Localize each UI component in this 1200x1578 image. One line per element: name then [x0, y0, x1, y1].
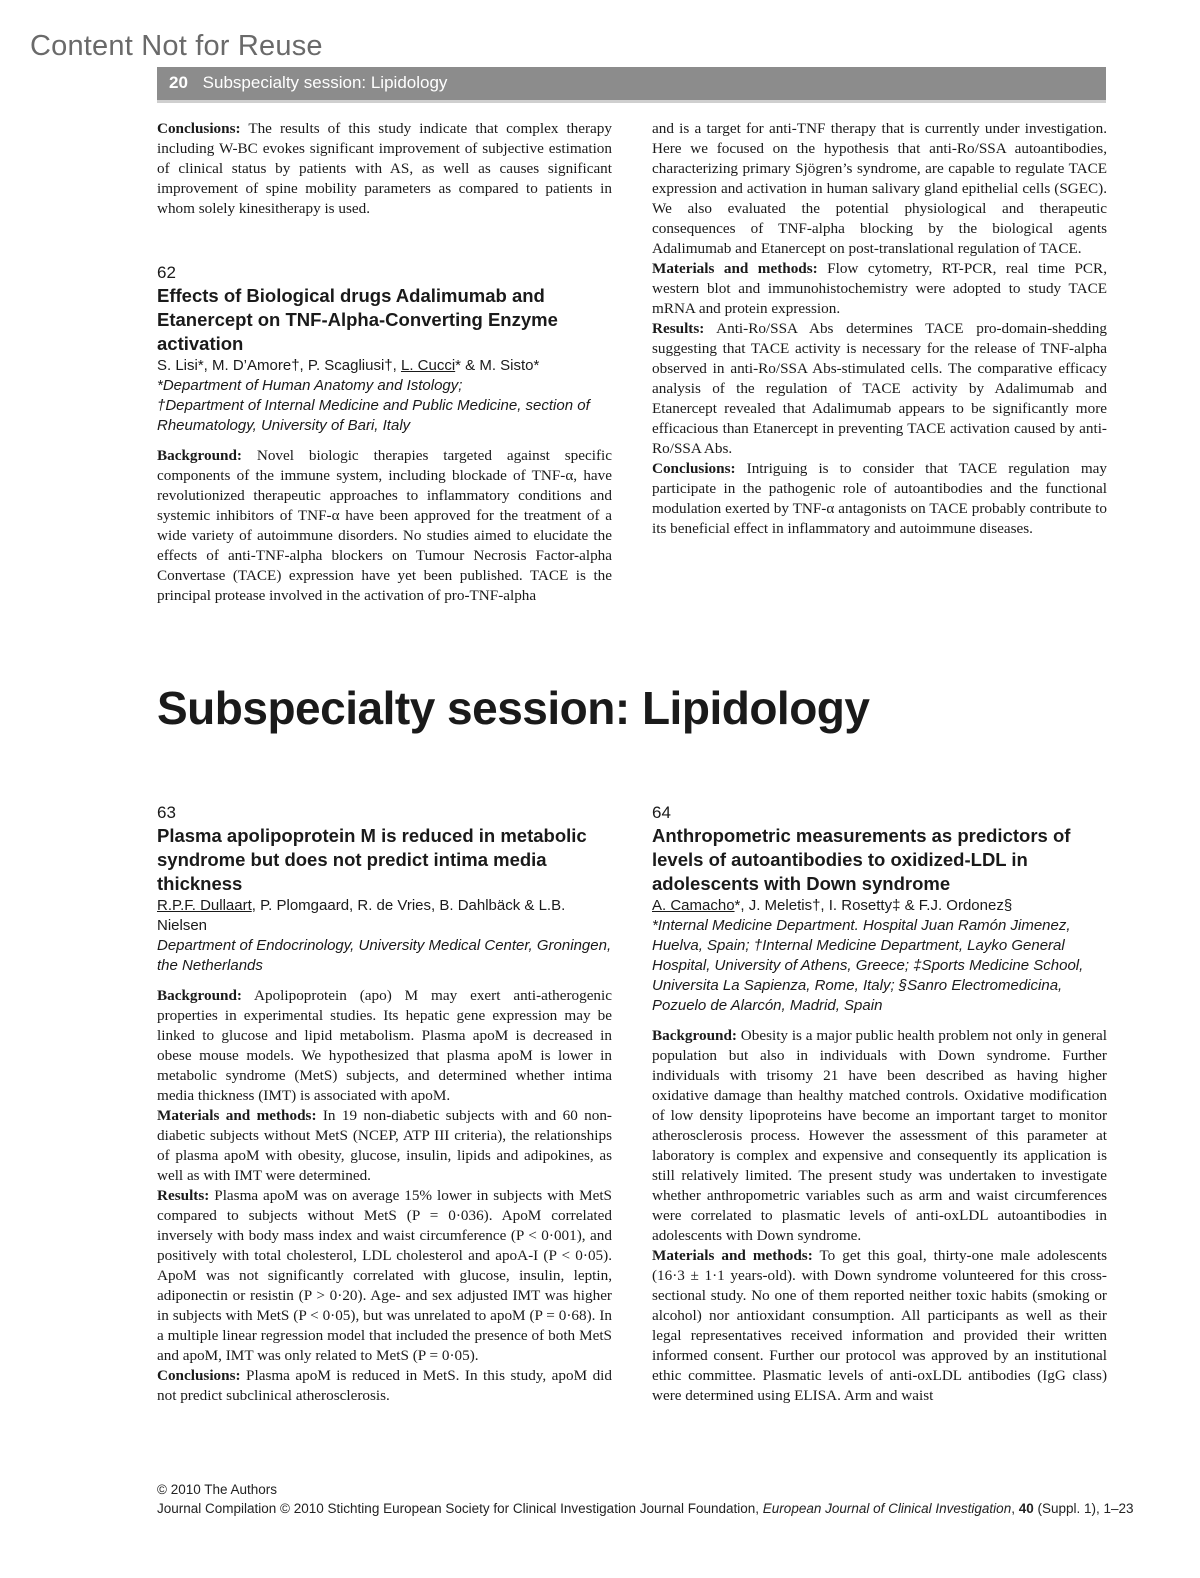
background-paragraph [157, 986, 612, 1106]
bottom-left-column [157, 802, 612, 1406]
abstract-authors [652, 896, 1107, 916]
authors-text: , P. Plomgaard, R. de Vries, B. Dahlbäck & L.B. Nielsen [157, 897, 566, 934]
section-text: Obesity is a major public health problem not only in general population but also in individuals with Down syndrome. Further individuals with trisomy 21 have been described as having higher oxidative damage than healthy matched controls. Oxidative modification of low density lipoproteins have become an important target to monitor atherosclerosis process. However the assessment of this parameter at laboratory is complex and expensive and consequently its application is still relatively limited. The present study was undertaken to investigate whether anthropometric variables such as arm and waist circumferences were correlated to plasmatic levels of anti-oxLDL autoantibodies in adolescents with Down syndrome. [652, 1027, 1107, 1244]
section-text: Intriguing is to consider that TACE regulation may participate in the pathogenic role of autoantibodies and the functional modulation exerted by TNF-α antagonists on TACE probably contribute to its beneficial effect in inflammatory and autoimmune diseases. [652, 460, 1107, 537]
abstract-authors [157, 356, 612, 376]
section-label: Results: [157, 1187, 210, 1204]
section-text: Flow cytometry, RT-PCR, real time PCR, western blot and immunohistochemistry were adopted to study TACE mRNA and protein expression. [652, 260, 1107, 317]
methods-paragraph [652, 1246, 1107, 1406]
header-rule [157, 100, 1106, 103]
background-paragraph [652, 1026, 1107, 1246]
conclusions-paragraph [157, 1366, 612, 1406]
page-footer [157, 1480, 1134, 1518]
footer-compilation: Journal Compilation © 2010 Stichting European Society for Clinical Investigation Journal Foundation, [157, 1501, 763, 1516]
affiliation: Department of Endocrinology, University Medical Center, Groningen, the Netherlands [157, 937, 612, 974]
bottom-right-column [652, 802, 1107, 1406]
running-header-title: Subspecialty session: Lipidology [202, 73, 448, 92]
footer-journal-line: Journal Compilation © 2010 Stichting European Society for Clinical Investigation Journal Foundation, European Journal of Clinical Investigation, 40 (Suppl. 1), 1–23 [157, 1501, 1134, 1516]
methods-paragraph [157, 1106, 612, 1186]
footer-journal-title: European Journal of Clinical Investigation [762, 1501, 1012, 1516]
page-number: 20 [169, 73, 188, 92]
top-right-column [652, 119, 1107, 539]
watermark: Content Not for Reuse [30, 30, 323, 62]
results-paragraph [157, 1186, 612, 1366]
section-label: Conclusions: [652, 460, 736, 477]
authors-text: *, J. Meletis†, I. Rosetty‡ & F.J. Ordonez§ [734, 897, 1013, 914]
conclusions-paragraph [652, 459, 1107, 539]
footer-issue: (Suppl. 1), 1–23 [1033, 1501, 1134, 1516]
section-text: Anti-Ro/SSA Abs determines TACE pro-domain-shedding suggesting that TACE activity is necessary for the release of TNF-alpha observed in anti-Ro/SSA Abs-stimulated cells. The comparative efficacy analysis of the regulation of TACE activity by Adalimumab and Etanercept revealed that Adalimumab appears to be significantly more efficacious than Etanercept in preventing TACE activation caused by anti-Ro/SSA Abs. [652, 320, 1107, 457]
abstract-title: Plasma apolipoprotein M is reduced in metabolic syndrome but does not predict intima media thickness [157, 825, 587, 894]
section-text: Novel biologic therapies targeted against specific components of the immune system, including blockade of TNF-α, have revolutionized therapeutic approaches to inflammatory conditions and systemic inhibitors of TNF-α have been approved for the treatment of a wide variety of autoimmune disorders. No studies aimed to elucidate the effects of anti-TNF-alpha blockers on Tumour Necrosis Factor-alpha Convertase (TACE) expression have yet been published. TACE is the principal protease involved in the activation of pro-TNF-alpha [157, 447, 612, 604]
presenting-author: L. Cucci [400, 357, 456, 374]
abstract-number: 62 [157, 263, 176, 282]
presenting-author: A. Camacho [652, 897, 735, 914]
affiliation: *Internal Medicine Department. Hospital Juan Ramón Jimenez, Huelva, Spain; †Internal Medicine Department, Layko General Hospital, University of Athens, Greece; ‡Sports Medicine School, Universita La Sapienza, Rome, Italy; §Sanro Electromedicina, Pozuelo de Alarcón, Madrid, Spain [652, 917, 1084, 1014]
footer-copyright: © 2010 The Authors [157, 1482, 278, 1497]
section-text: Plasma apoM was on average 15% lower in subjects with MetS compared to subjects without MetS (P = 0·036). ApoM correlated inversely with body mass index and waist circumference (P < 0·001), and positively with total cholesterol, LDL cholesterol and apoA-I (P < 0·05). ApoM was not significantly correlated with glucose, insulin, leptin, adiponectin or resistin (P > 0·20). Age- and sex adjusted IMT was higher in subjects with MetS (P < 0·05), but was unrelated to apoM (P = 0·68). In a multiple linear regression model that included the presence of both MetS and apoM, IMT was only related to MetS (P = 0·05). [157, 1187, 612, 1364]
abstract-number: 64 [652, 803, 671, 822]
abstract-number: 63 [157, 803, 176, 822]
affiliation: †Department of Internal Medicine and Public Medicine, section of Rheumatology, University of Bari, Italy [157, 397, 590, 434]
section-label: Background: [652, 1027, 737, 1044]
section-label: Conclusions: [157, 1367, 241, 1384]
section-label: Materials and methods: [652, 260, 818, 277]
abstract-title: Effects of Biological drugs Adalimumab and Etanercept on TNF-Alpha-Converting Enzyme activation [157, 285, 558, 354]
section-label: Conclusions: [157, 120, 241, 137]
top-left-column [157, 119, 612, 606]
background-continued: and is a target for anti-TNF therapy that is currently under investigation. Here we focused on the hypothesis that anti-Ro/SSA autoantibodies, characterizing primary Sjögren’s syndrome, are capable to regulate TACE expression and activation in human salivary gland epithelial cells (SGEC). We also evaluated the potential physiological and therapeutic consequences of TNF-alpha blocking by the biological agents Adalimumab and Etanercept on post-translational regulation of TACE. [652, 120, 1107, 257]
authors-text: * & M. Sisto* [455, 357, 540, 374]
section-label: Background: [157, 987, 242, 1004]
footer-volume: 40 [1018, 1501, 1034, 1516]
section-text: Plasma apoM is reduced in MetS. In this study, apoM did not predict subclinical atherosclerosis. [157, 1367, 612, 1404]
prev-abstract-conclusions [157, 119, 612, 219]
methods-paragraph [652, 259, 1107, 319]
abstract-authors [157, 896, 612, 936]
section-text: In 19 non-diabetic subjects with and 60 non-diabetic subjects without MetS (NCEP, ATP III criteria), the relationships of plasma apoM with obesity, glucose, insulin, lipids and adipokines, as well as with IMT were determined. [157, 1107, 612, 1184]
section-text: To get this goal, thirty-one male adolescents (16·3 ± 1·1 years-old). with Down syndrome volunteered for this cross-sectional study. No one of them reported neither toxic habits (smoking or alcohol) nor antioxidant consumption. All participants as well as their legal representatives received information and provided their written informed consent. Further our protocol was approved by an institutional ethic committee. Plasmatic levels of anti-oxLDL antibodies (IgG class) were determined using ELISA. Arm and waist [652, 1247, 1107, 1404]
presenting-author: R.P.F. Dullaart [157, 897, 252, 914]
authors-text: S. Lisi*, M. D’Amore†, P. Scagliusi†, [157, 357, 401, 374]
session-heading: Subspecialty session: Lipidology [157, 682, 870, 734]
abstract-title: Anthropometric measurements as predictors of levels of autoantibodies to oxidized-LDL in adolescents with Down syndrome [652, 825, 1071, 894]
results-paragraph [652, 319, 1107, 459]
section-text: The results of this study indicate that complex therapy including W-BC evokes significant improvement of subjective estimation of clinical status by patients with AS, as well as causes significant improvement of spine mobility parameters as compared to patients in whom solely kinesitherapy is used. [157, 120, 612, 217]
affiliation: *Department of Human Anatomy and Istology; [157, 377, 463, 394]
background-paragraph [157, 446, 612, 606]
section-label: Background: [157, 447, 242, 464]
section-label: Materials and methods: [652, 1247, 813, 1264]
running-header [157, 67, 1106, 100]
section-text: Apolipoprotein (apo) M may exert anti-atherogenic properties in experimental studies. Its hepatic gene expression may be linked to glucose and lipid metabolism. Plasma apoM is decreased in obese mouse models. We hypothesized that plasma apoM is lower in metabolic syndrome (MetS) subjects, and determined whether intima media thickness (IMT) is associated with apoM. [157, 987, 612, 1104]
section-label: Results: [652, 320, 705, 337]
section-label: Materials and methods: [157, 1107, 317, 1124]
